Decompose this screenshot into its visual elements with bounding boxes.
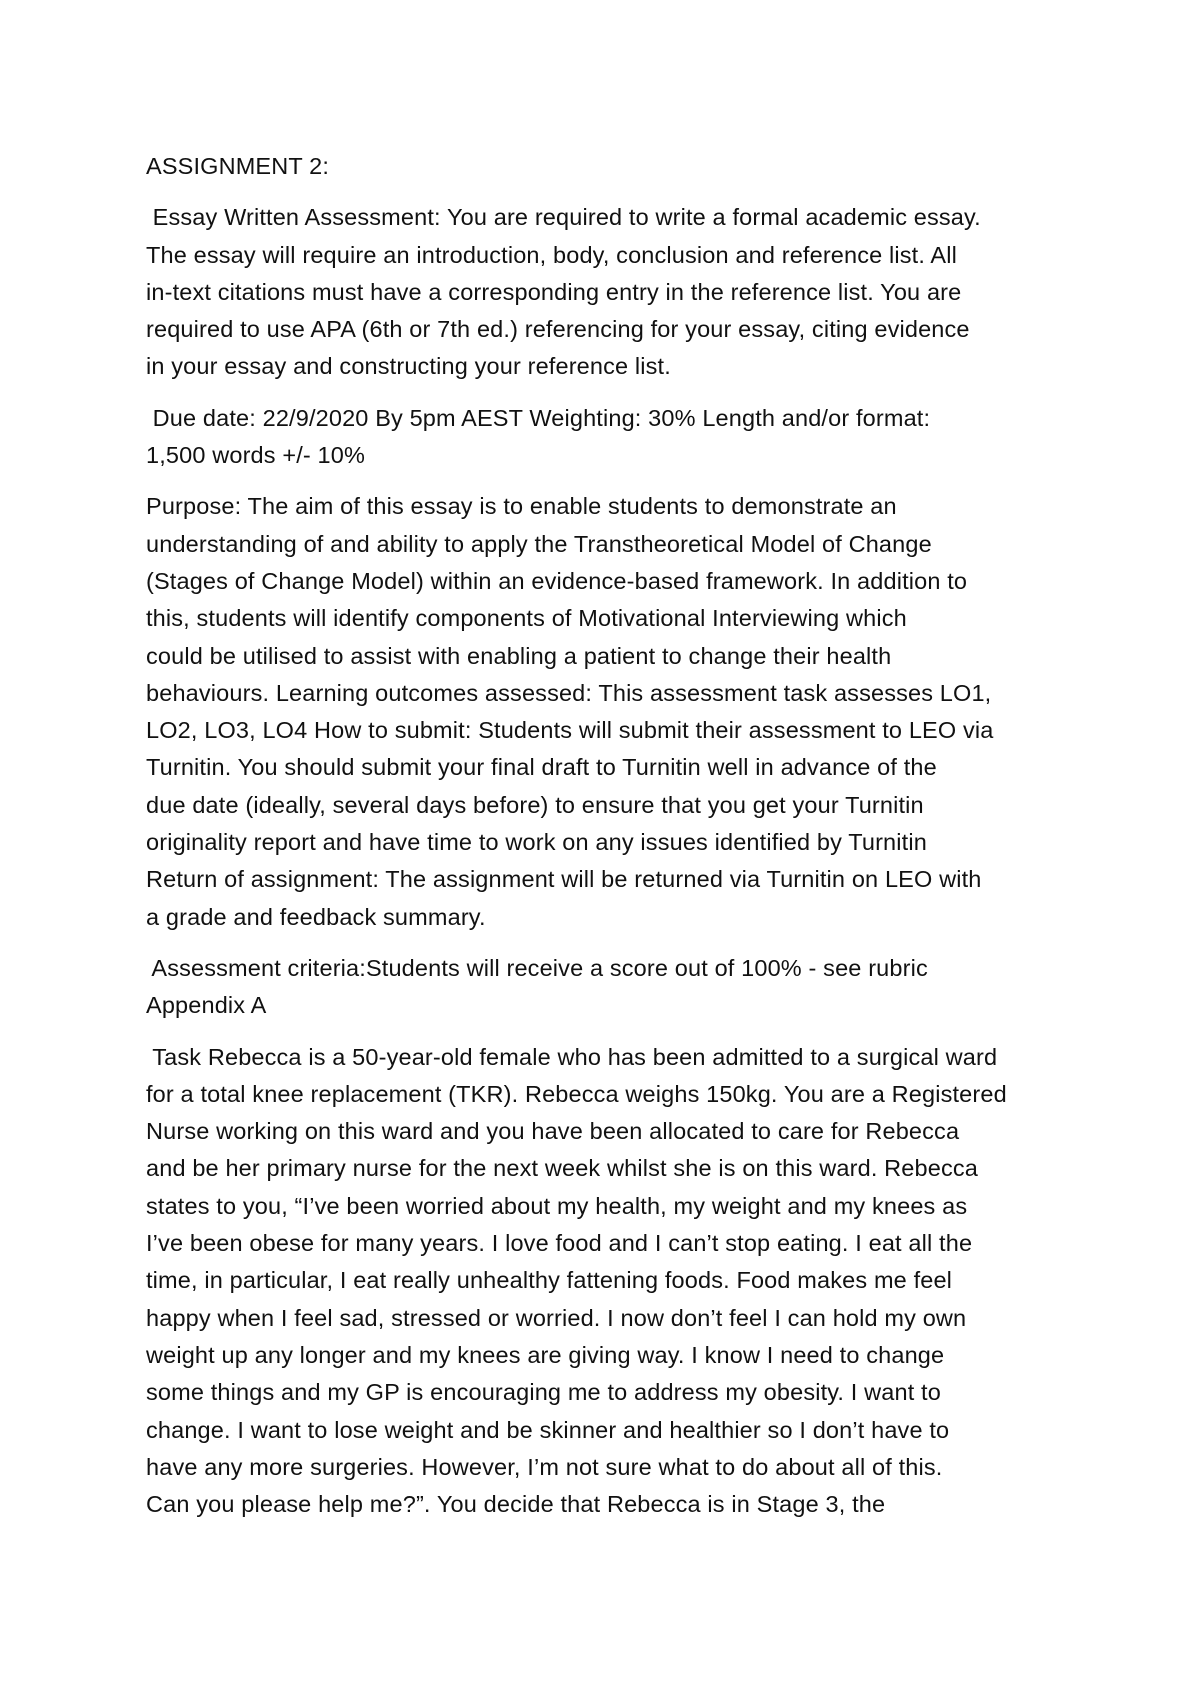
text-line: and be her primary nurse for the next week whilst she is on this ward. Rebecca xyxy=(146,1155,978,1182)
text-line: I’ve been obese for many years. I love food and I can’t stop eating. I eat all the xyxy=(146,1230,973,1257)
paragraph-gap xyxy=(146,386,1076,400)
text-line: a grade and feedback summary. xyxy=(146,903,486,930)
paragraph-gap xyxy=(146,936,1076,950)
text-line: The essay will require an introduction, body, conclusion and reference list. All xyxy=(146,241,957,268)
text-line: Can you please help me?”. You decide that Rebecca is in Stage 3, the xyxy=(146,1491,886,1518)
text-line: could be utilised to assist with enabling a patient to change their health xyxy=(146,642,892,669)
paragraph-task xyxy=(146,1039,1076,1524)
text-line: originality report and have time to work on any issues identified by Turnitin xyxy=(146,829,927,856)
text-line: Due date: 22/9/2020 By 5pm AEST Weighting: 30% Length and/or format: xyxy=(146,404,931,431)
text-line: happy when I feel sad, stressed or worried. I now don’t feel I can hold my own xyxy=(146,1304,967,1331)
paragraph-essay-overview xyxy=(146,199,1076,385)
text-line: (Stages of Change Model) within an evidence-based framework. In addition to xyxy=(146,567,968,594)
document-heading: ASSIGNMENT 2: xyxy=(146,153,330,179)
paragraph-gap xyxy=(146,1025,1076,1039)
text-line: behaviours. Learning outcomes assessed: This assessment task assesses LO1, xyxy=(146,679,992,706)
paragraph-assessment-criteria xyxy=(146,950,1076,1025)
text-line: states to you, “I’ve been worried about my health, my weight and my knees as xyxy=(146,1192,968,1219)
text-line: Assessment criteria:Students will receive a score out of 100% - see rubric xyxy=(146,954,928,981)
text-line: Return of assignment: The assignment will be returned via Turnitin on LEO with xyxy=(146,866,982,893)
text-line: change. I want to lose weight and be skinner and healthier so I don’t have to xyxy=(146,1416,950,1443)
document-body xyxy=(146,148,1076,1523)
paragraph-gap xyxy=(146,185,1076,199)
text-line: Purpose: The aim of this essay is to enable students to demonstrate an xyxy=(146,493,897,520)
text-line: Task Rebecca is a 50-year-old female who has been admitted to a surgical ward xyxy=(146,1043,998,1070)
paragraph-gap xyxy=(146,474,1076,488)
text-line: have any more surgeries. However, I’m not sure what to do about all of this. xyxy=(146,1453,943,1480)
text-line: some things and my GP is encouraging me to address my obesity. I want to xyxy=(146,1379,941,1406)
text-line: Essay Written Assessment: You are required to write a formal academic essay. xyxy=(146,204,981,231)
text-line: in-text citations must have a corresponding entry in the reference list. You are xyxy=(146,278,962,305)
paragraph-purpose xyxy=(146,488,1076,936)
text-line: in your essay and constructing your reference list. xyxy=(146,353,671,380)
text-line: due date (ideally, several days before) to ensure that you get your Turnitin xyxy=(146,791,924,818)
text-line: for a total knee replacement (TKR). Rebecca weighs 150kg. You are a Registered xyxy=(146,1080,1007,1107)
text-line: understanding of and ability to apply the Transtheoretical Model of Change xyxy=(146,530,932,557)
text-line: Appendix A xyxy=(146,992,267,1019)
paragraph-due-date xyxy=(146,400,1076,475)
text-line: Nurse working on this ward and you have been allocated to care for Rebecca xyxy=(146,1118,960,1145)
text-line: required to use APA (6th or 7th ed.) referencing for your essay, citing evidence xyxy=(146,316,970,343)
text-line: LO2, LO3, LO4 How to submit: Students will submit their assessment to LEO via xyxy=(146,717,994,744)
text-line: Turnitin. You should submit your final draft to Turnitin well in advance of the xyxy=(146,754,937,781)
text-line: 1,500 words +/- 10% xyxy=(146,442,366,469)
text-line: weight up any longer and my knees are giving way. I know I need to change xyxy=(146,1341,945,1368)
text-line: this, students will identify components of Motivational Interviewing which xyxy=(146,605,907,632)
text-line: time, in particular, I eat really unhealthy fattening foods. Food makes me feel xyxy=(146,1267,953,1294)
